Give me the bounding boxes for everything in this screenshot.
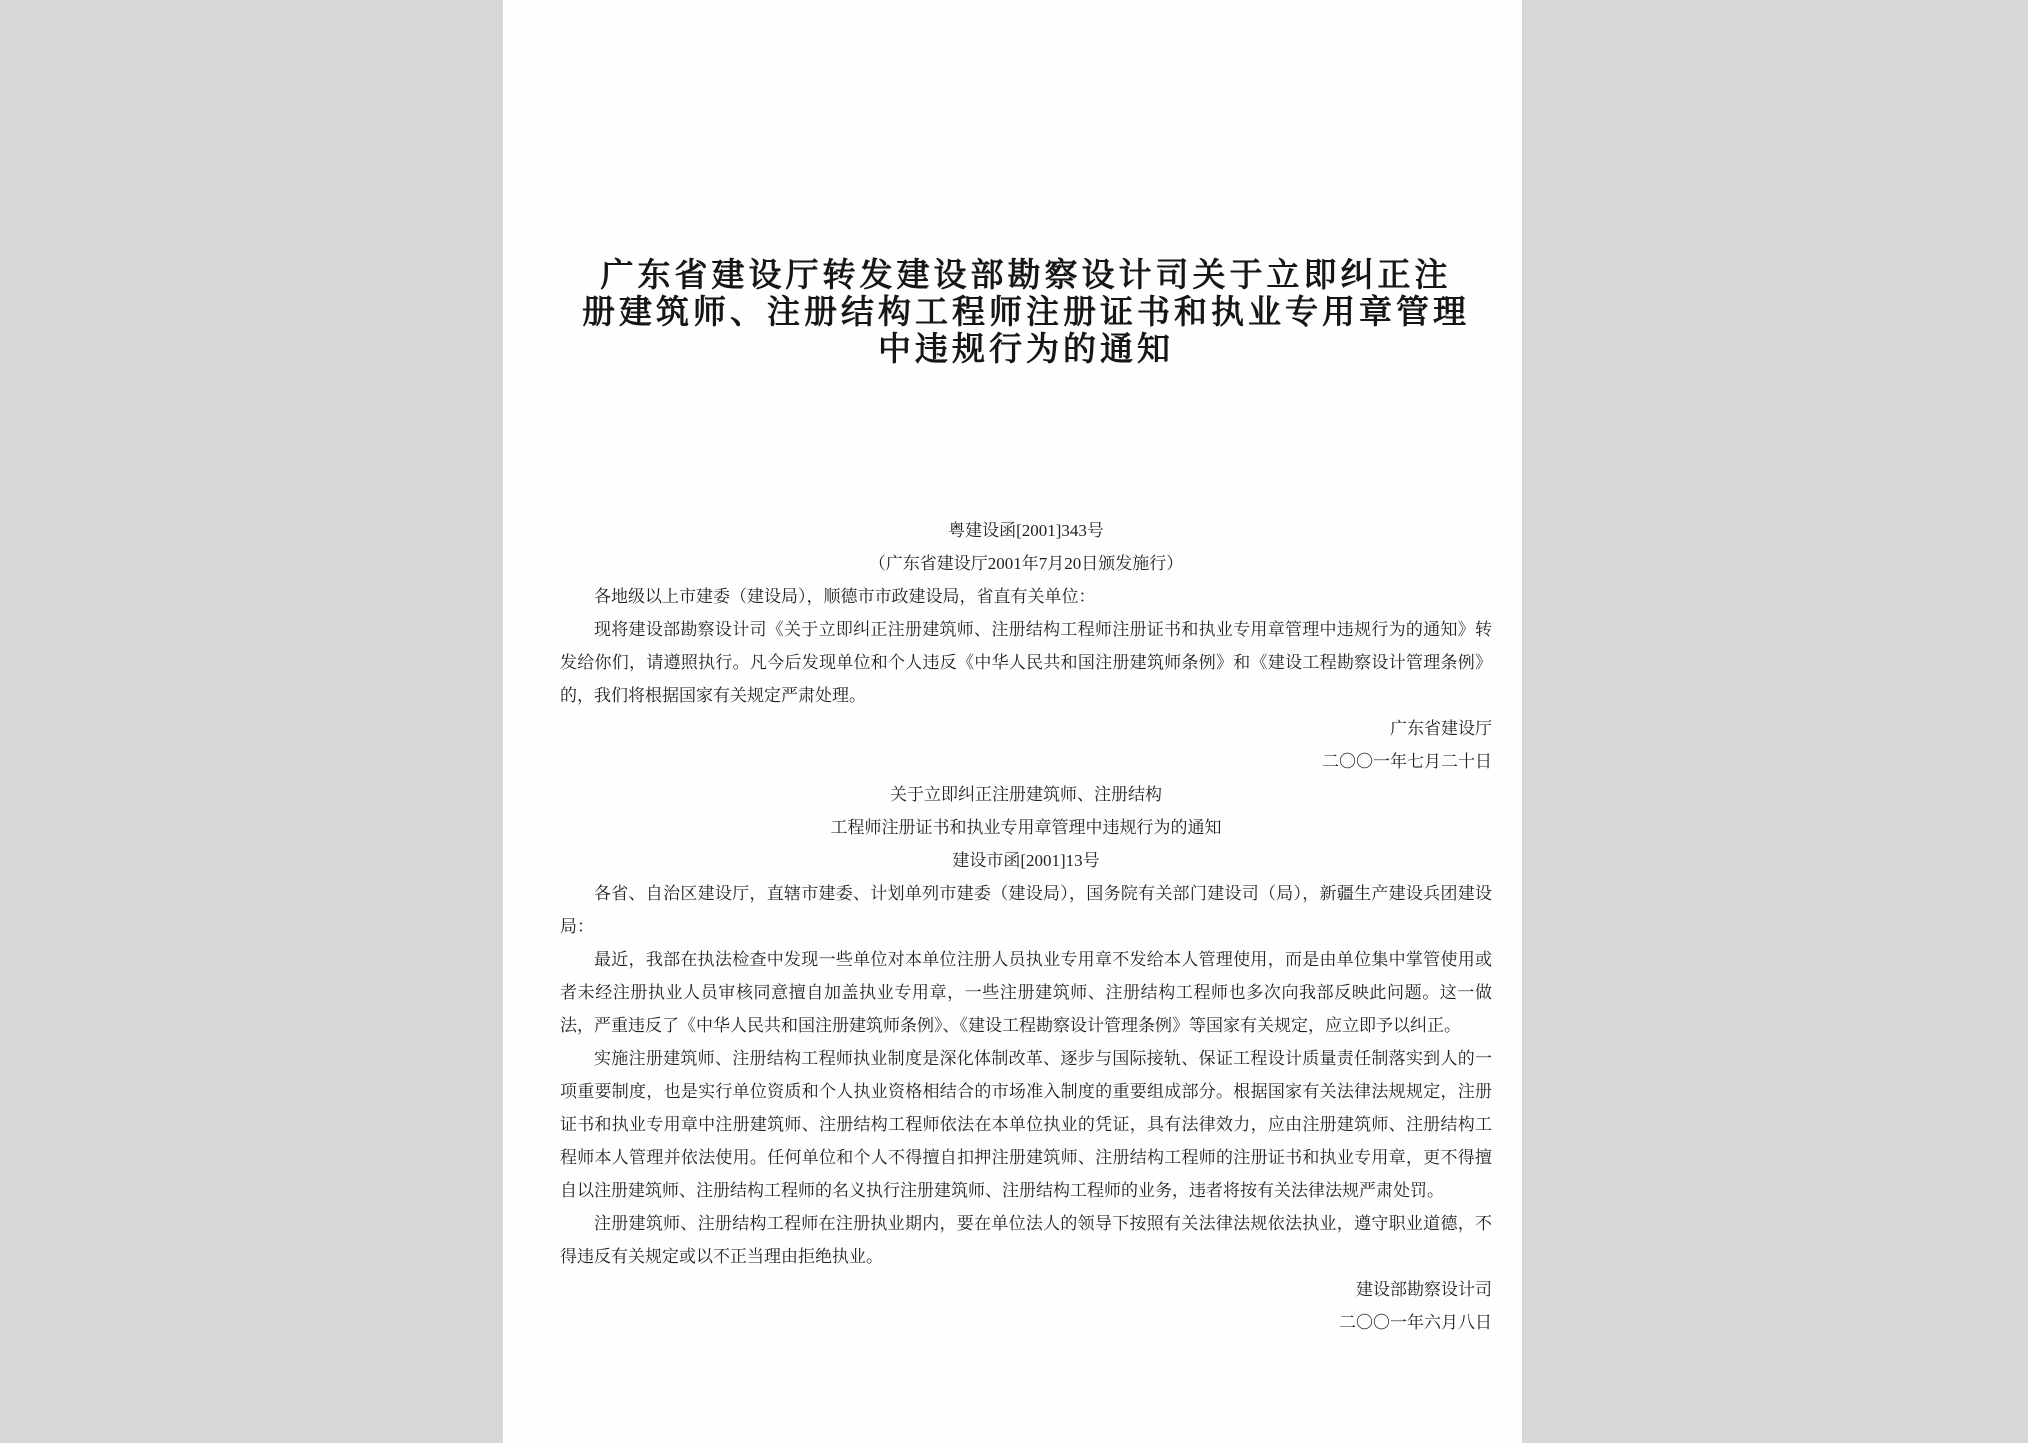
document-title-line-1: 广东省建设厅转发建设部勘察设计司关于立即纠正注	[600, 258, 1452, 294]
enclosed-title-line-1: 关于立即纠正注册建筑师、注册结构	[890, 785, 1162, 804]
forward-salutation: 各地级以上市建委（建设局），顺德市市政建设局，省直有关单位：	[594, 587, 1096, 606]
enclosed-doc-number: 建设市函[2001]13号	[952, 851, 1100, 870]
forward-signature-date: 二〇〇一年七月二十日	[1322, 752, 1492, 771]
document-body	[560, 514, 1492, 1339]
enclosed-paragraph-1: 最近，我部在执法检查中发现一些单位对本单位注册人员执业专用章不发给本人管理使用，而是由单位集中掌管使用或者未经注册执业人员审核同意擅自加盖执业专用章，一些注册建筑师、注册结构工程师也多次向我部反映此问题。这一做法，严重违反了《中华人民共和国注册建筑师条例》、《建设工程勘察设计管理条例》等国家有关规定，应立即予以纠正。	[560, 950, 1492, 1035]
enclosed-paragraph-2: 实施注册建筑师、注册结构工程师执业制度是深化体制改革、逐步与国际接轨、保证工程设计质量责任制落实到人的一项重要制度，也是实行单位资质和个人执业资格相结合的市场准入制度的重要组成部分。根据国家有关法律法规规定，注册证书和执业专用章中注册建筑师、注册结构工程师依法在本单位执业的凭证，具有法律效力，应由注册建筑师、注册结构工程师本人管理并依法使用。任何单位和个人不得擅自扣押注册建筑师、注册结构工程师的注册证书和执业专用章，更不得擅自以注册建筑师、注册结构工程师的名义执行注册建筑师、注册结构工程师的业务，违者将按有关法律法规严肃处罚。	[560, 1049, 1492, 1200]
enclosed-paragraph-3: 注册建筑师、注册结构工程师在注册执业期内，要在单位法人的领导下按照有关法律法规依法执业，遵守职业道德，不得违反有关规定或以不正当理由拒绝执业。	[560, 1214, 1492, 1266]
forward-signature: 广东省建设厅	[1390, 719, 1492, 738]
enclosed-signature: 建设部勘察设计司	[1356, 1280, 1492, 1299]
document-page	[503, 0, 1522, 1443]
document-title-line-3: 中违规行为的通知	[878, 332, 1174, 368]
document-title	[560, 258, 1492, 369]
enclosed-salutation: 各省、自治区建设厅，直辖市建委、计划单列市建委（建设局），国务院有关部门建设司（局），新疆生产建设兵团建设局：	[560, 884, 1492, 936]
forward-paragraph: 现将建设部勘察设计司《关于立即纠正注册建筑师、注册结构工程师注册证书和执业专用章管理中违规行为的通知》转发给你们，请遵照执行。凡今后发现单位和个人违反《中华人民共和国注册建筑师条例》和《建设工程勘察设计管理条例》的，我们将根据国家有关规定严肃处理。	[560, 620, 1492, 705]
issue-note: （广东省建设厅2001年7月20日颁发施行）	[868, 554, 1184, 573]
doc-number: 粤建设函[2001]343号	[948, 521, 1104, 540]
enclosed-title-line-2: 工程师注册证书和执业专用章管理中违规行为的通知	[830, 818, 1222, 837]
document-title-line-2: 册建筑师、注册结构工程师注册证书和执业专用章管理	[582, 295, 1470, 331]
enclosed-signature-date: 二〇〇一年六月八日	[1339, 1313, 1492, 1332]
